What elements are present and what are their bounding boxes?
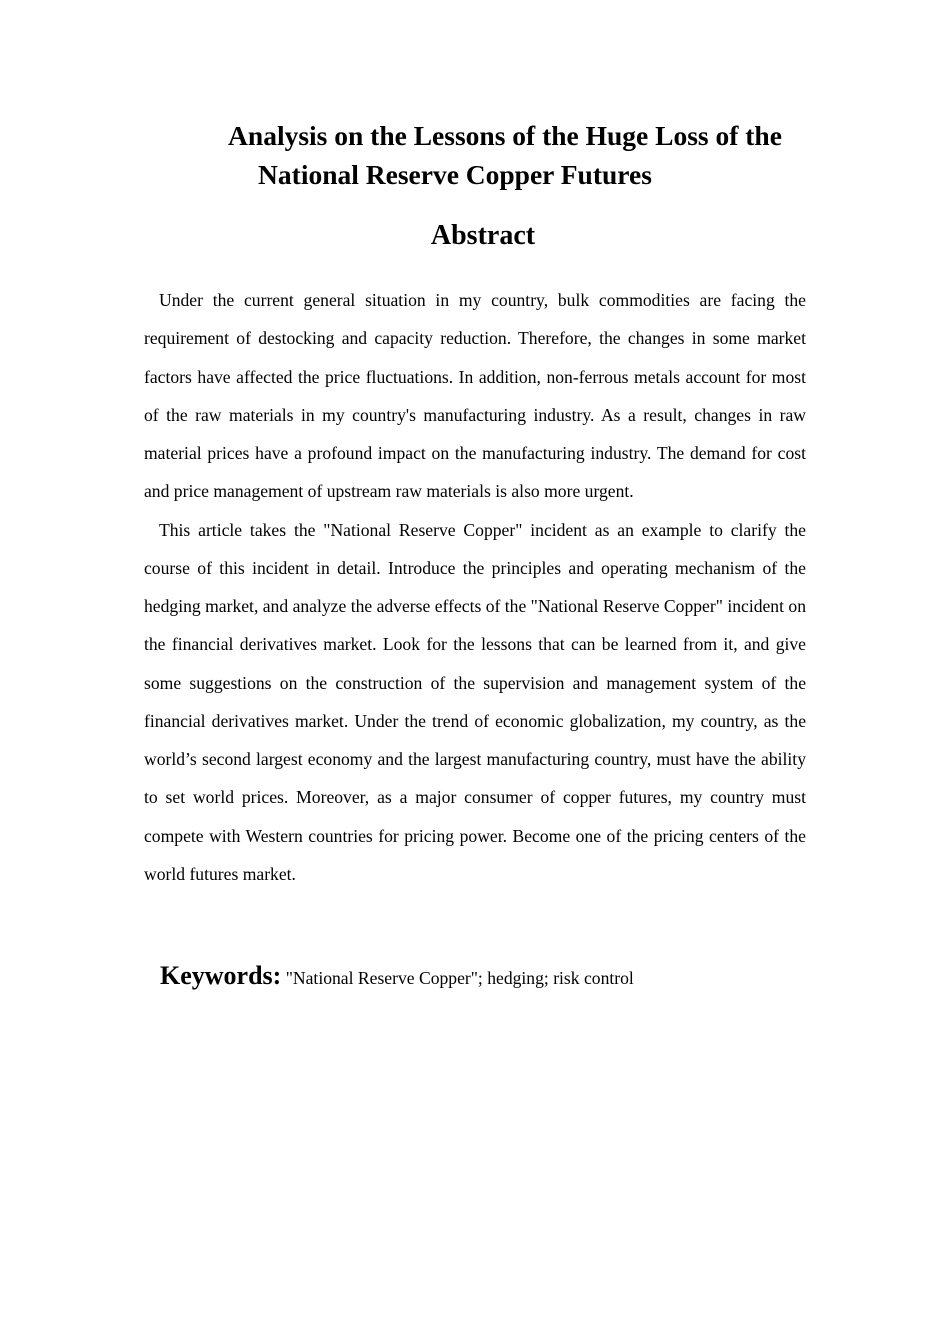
- abstract-heading: Abstract: [430, 220, 536, 251]
- document-title-line-1: Analysis on the Lessons of the Huge Loss of the: [228, 120, 782, 151]
- abstract-body: [144, 281, 806, 893]
- abstract-paragraph-1: Under the current general situation in my country, bulk commodities are facing the requirement of destocking and capacity reduction. Therefore, the changes in some market factors have affected the price fluctuations. In addition, non-ferrous metals account for most of the raw materials in my country's manufacturing industry. As a result, changes in raw material prices have a profound impact on the manufacturing industry. The demand for cost and price management of upstream raw materials is also more urgent.: [144, 290, 806, 502]
- keywords-label: Keywords:: [160, 961, 282, 990]
- keywords-text: "National Reserve Copper"; hedging; risk control: [285, 968, 634, 988]
- keywords-line: [160, 958, 800, 996]
- document-title: [150, 116, 850, 194]
- abstract-paragraph-2: This article takes the "National Reserve Copper" incident as an example to clarify the course of this incident in detail. Introduce the principles and operating mechanism of the hedging market, and analyze the adverse effects of the "National Reserve Copper" incident on the financial derivatives market. Look for the lessons that can be learned from it, and give some suggestions on the construction of the supervision and management system of the financial derivatives market. Under the trend of economic globalization, my country, as the world’s second largest economy and the largest manufacturing country, must have the ability to set world prices. Moreover, as a major consumer of copper futures, my country must compete with Western countries for pricing power. Become one of the pricing centers of the world futures market.: [144, 519, 806, 884]
- document-title-line-2: National Reserve Copper Futures: [258, 159, 652, 190]
